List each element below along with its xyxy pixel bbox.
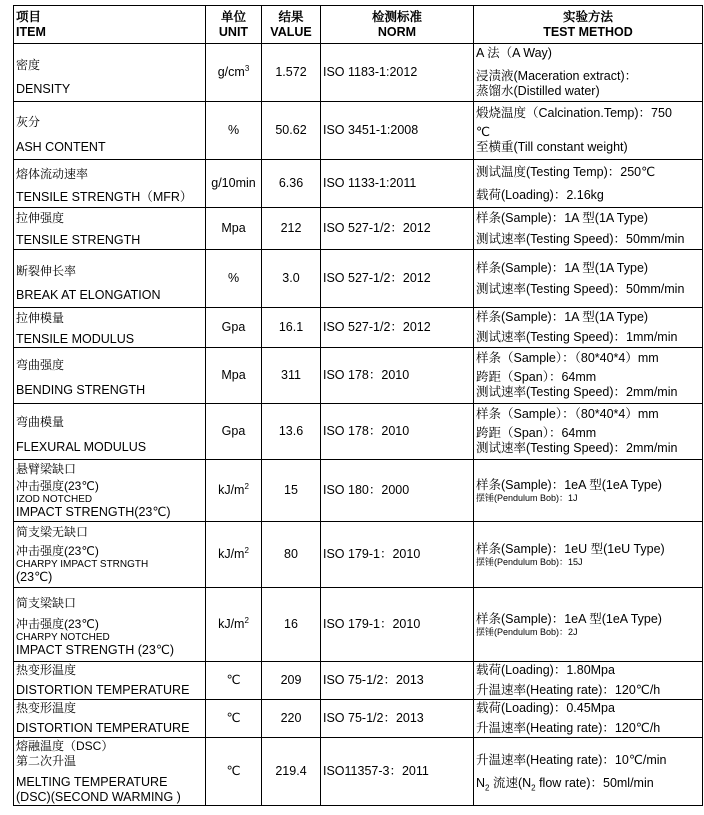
norm-cell: ISO 179-1：2010 [321,588,474,662]
unit-cell: $kJ/m^2$ [206,522,262,588]
table-row [14,250,703,308]
unit-cell: ℃ [206,738,262,806]
method-cell: 样条(Sample)：1eU 型(1eU Type) 摆锤(Pendulum Bob)：15J [474,522,703,588]
table-row [14,522,703,588]
unit-cell: $kJ/m^2$ [206,460,262,522]
item-cell: 热变形温度 DISTORTION TEMPERATURE [14,700,206,738]
header-item: 项目 ITEM [14,6,206,44]
method-cell: 样条(Sample)：1eA 型(1eA Type) 摆锤(Pendulum Bob)：1J [474,460,703,522]
item-cell: 简支梁缺口 冲击强度(23℃) CHARPY NOTCHED IMPACT STRENGTH (23℃) [14,588,206,662]
table-row [14,44,703,102]
method-cell: 载荷(Loading)：0.45Mpa 升温速率(Heating rate)：120℃/h [474,700,703,738]
value-cell: 15 [262,460,321,522]
norm-cell: ISO 527-1/2：2012 [321,250,474,308]
item-cell: 热变形温度 DISTORTION TEMPERATURE [14,662,206,700]
item-cell: 弯曲强度 BENDING STRENGTH [14,348,206,404]
table-row [14,700,703,738]
table-row [14,308,703,348]
item-cell: 弯曲模量 FLEXURAL MODULUS [14,404,206,460]
table-row [14,662,703,700]
value-cell: 16 [262,588,321,662]
value-cell: 16.1 [262,308,321,348]
method-cell: 煅烧温度（Calcination.Temp)：750 ℃ 至横重(Till constant weight) [474,102,703,160]
unit-cell: g/10min [206,160,262,208]
item-cell: 拉伸强度 TENSILE STRENGTH [14,208,206,250]
table-row [14,588,703,662]
norm-cell: ISO 75-1/2：2013 [321,662,474,700]
value-cell: 219.4 [262,738,321,806]
unit-cell: % [206,102,262,160]
method-cell: 样条(Sample)：1A 型(1A Type) 测试速率(Testing Speed)：1mm/min [474,308,703,348]
value-cell: 209 [262,662,321,700]
value-cell: 80 [262,522,321,588]
unit-cell: Mpa [206,348,262,404]
norm-cell: ISO 179-1：2010 [321,522,474,588]
norm-cell: ISO 178：2010 [321,348,474,404]
unit-cell: Gpa [206,308,262,348]
header-method: 实验方法 TEST METHOD [474,6,703,44]
norm-cell: ISO 75-1/2：2013 [321,700,474,738]
norm-cell: ISO 527-1/2：2012 [321,208,474,250]
table-row [14,208,703,250]
method-cell: 载荷(Loading)：1.80Mpa 升温速率(Heating rate)：120℃/h [474,662,703,700]
unit-cell: $kJ/m^2$ [206,588,262,662]
item-cell: 灰分 ASH CONTENT [14,102,206,160]
table-row [14,348,703,404]
item-cell: 悬臂梁缺口 冲击强度(23℃) IZOD NOTCHED IMPACT STRENGTH(23℃) [14,460,206,522]
unit-cell: Mpa [206,208,262,250]
method-cell: 样条（Sample）：（80*40*4）mm 跨距（Span）：64mm 测试速率(Testing Speed)：2mm/min [474,348,703,404]
norm-cell: ISO 1133-1:2011 [321,160,474,208]
method-cell: 升温速率(Heating rate)：10℃/min $N_2$ 流速($N_2$ flow rate)：50ml/min [474,738,703,806]
item-cell: 密度 DENSITY [14,44,206,102]
norm-cell: ISO 180：2000 [321,460,474,522]
table-row [14,738,703,806]
table-row [14,160,703,208]
table-row [14,102,703,160]
test-report-table [13,5,703,806]
value-cell: 212 [262,208,321,250]
item-cell: 熔融温度（DSC） 第二次升温 MELTING TEMPERATURE (DSC)(SECOND WARMING ) [14,738,206,806]
value-cell: 311 [262,348,321,404]
value-cell: 1.572 [262,44,321,102]
value-cell: 50.62 [262,102,321,160]
method-cell: 样条(Sample)：1A 型(1A Type) 测试速率(Testing Speed)：50mm/min [474,250,703,308]
table-header-row [14,6,703,44]
table-row [14,404,703,460]
method-cell: 样条(Sample)：1eA 型(1eA Type) 摆锤(Pendulum Bob)：2J [474,588,703,662]
value-cell: 220 [262,700,321,738]
norm-cell: ISO 178：2010 [321,404,474,460]
unit-cell: $g/cm^3$ [206,44,262,102]
unit-cell: ℃ [206,662,262,700]
method-cell: 样条（Sample）：（80*40*4）mm 跨距（Span）：64mm 测试速率(Testing Speed)：2mm/min [474,404,703,460]
table-row [14,460,703,522]
item-cell: 拉伸模量 TENSILE MODULUS [14,308,206,348]
norm-cell: ISO 527-1/2：2012 [321,308,474,348]
header-unit: 单位 UNIT [206,6,262,44]
unit-cell: % [206,250,262,308]
item-cell: 断裂伸长率 BREAK AT ELONGATION [14,250,206,308]
norm-cell: ISO 3451-1:2008 [321,102,474,160]
unit-cell: ℃ [206,700,262,738]
value-cell: 13.6 [262,404,321,460]
method-cell: A 法（A Way) 浸渍液(Maceration extract)： 蒸馏水(Distilled water) [474,44,703,102]
norm-cell: ISO 1183-1:2012 [321,44,474,102]
value-cell: 6.36 [262,160,321,208]
value-cell: 3.0 [262,250,321,308]
norm-cell: ISO11357-3：2011 [321,738,474,806]
method-cell: 测试温度(Testing Temp)：250℃ 载荷(Loading)：2.16kg [474,160,703,208]
unit-cell: Gpa [206,404,262,460]
method-cell: 样条(Sample)：1A 型(1A Type) 测试速率(Testing Speed)：50mm/min [474,208,703,250]
header-norm: 检测标准 NORM [321,6,474,44]
item-cell: 熔体流动速率 TENSILE STRENGTH（MFR） [14,160,206,208]
item-cell: 简支梁无缺口 冲击强度(23℃) CHARPY IMPACT STRNGTH (23℃) [14,522,206,588]
header-value: 结果 VALUE [262,6,321,44]
